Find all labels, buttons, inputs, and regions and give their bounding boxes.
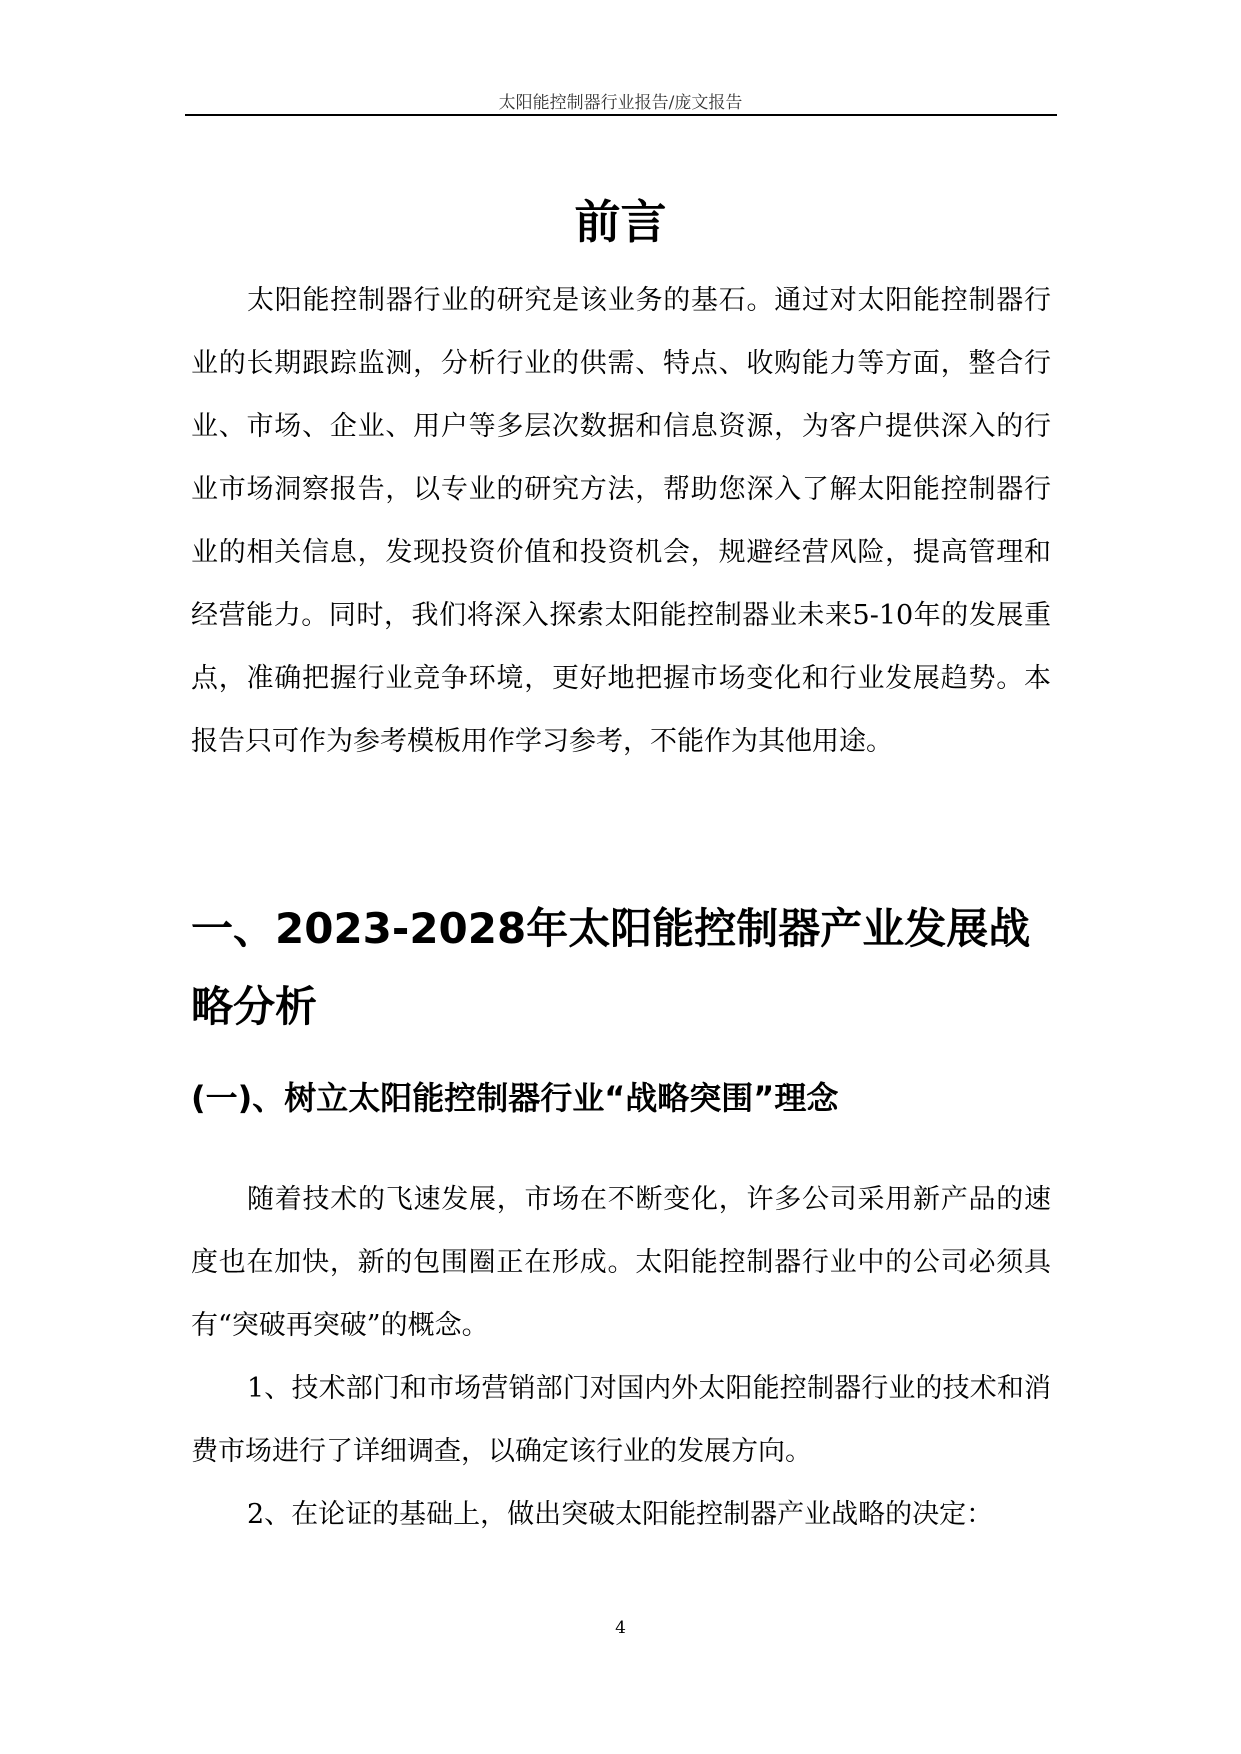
page-number: 4 bbox=[615, 1618, 626, 1638]
preface-paragraph: 太阳能控制器行业的研究是该业务的基石。通过对太阳能控制器行业的长期跟踪监测，分析行业的供需、特点、收购能力等方面，整合行业、市场、企业、用户等多层次数据和信息资源，为客户提供深入的行业市场洞察报告，以专业的研究方法，帮助您深入了解太阳能控制器行业的相关信息，发现投资价值和投资机会，规避经营风险，提高管理和经营能力。同时，我们将深入探索太阳能控制器业未来5-10年的发展重点，准确把握行业竞争环境，更好地把握市场变化和行业发展趋势。本报告只可作为参考模板用作学习参考，不能作为其他用途。 bbox=[191, 285, 1051, 757]
header-rule bbox=[185, 114, 1057, 116]
section-heading: 一、2023-2028年太阳能控制器产业发展战略分析 bbox=[191, 904, 1031, 1031]
body-paragraph-3: 2、在论证的基础上，做出突破太阳能控制器产业战略的决定： bbox=[247, 1499, 994, 1530]
body-paragraph-2: 1、技术部门和市场营销部门对国内外太阳能控制器行业的技术和消费市场进行了详细调查，以确定该行业的发展方向。 bbox=[191, 1373, 1051, 1467]
running-header: 太阳能控制器行业报告/庞文报告 bbox=[498, 93, 743, 113]
body-paragraph-1: 随着技术的飞速发展，市场在不断变化，许多公司采用新产品的速度也在加快，新的包围圈正在形成。太阳能控制器行业中的公司必须具有“突破再突破”的概念。 bbox=[191, 1184, 1051, 1341]
page-title: 前言 bbox=[574, 194, 667, 249]
subsection-heading: (一)、树立太阳能控制器行业“战略突围”理念 bbox=[191, 1079, 839, 1117]
